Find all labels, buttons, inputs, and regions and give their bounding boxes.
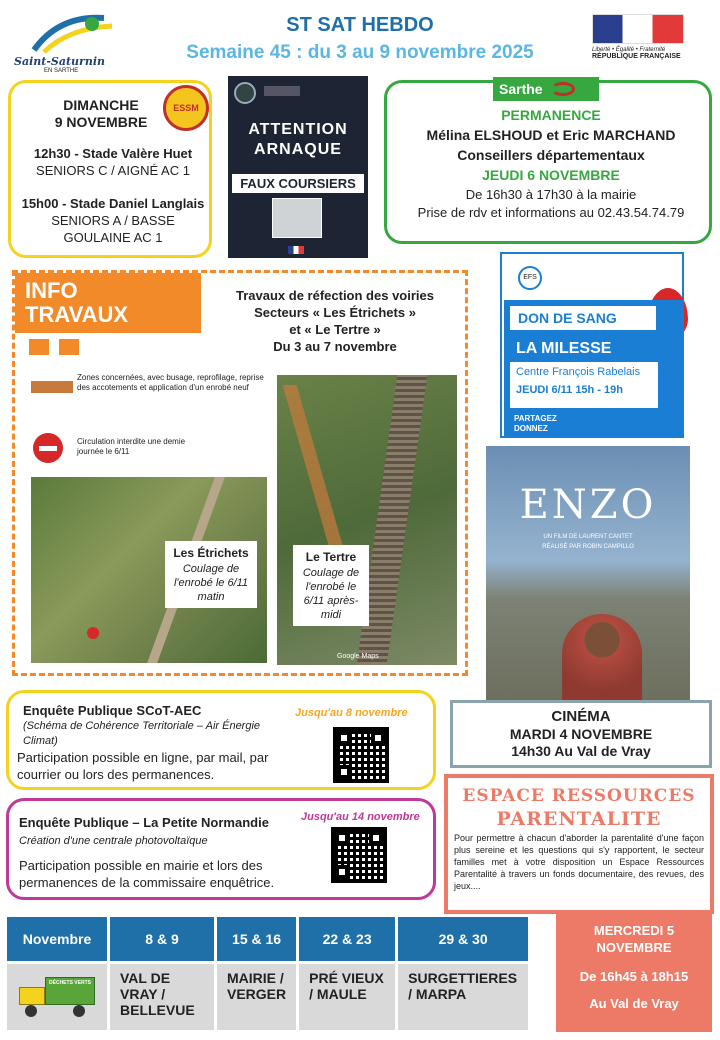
permanence-title: PERMANENCE: [501, 107, 601, 123]
sarthe-logo: Sarthe: [493, 77, 599, 101]
calendar-cell: PRÉ VIEUX / MAULE: [299, 964, 395, 1030]
normandie-deadline: Jusqu'au 14 novembre: [301, 811, 420, 823]
don-de-sang-poster: [500, 252, 684, 438]
normandie-body: Participation possible en mairie et lors des permanences de la commissaire enquêtrice.: [19, 858, 275, 890]
cinema-date: MARDI 4 NOVEMBRE: [509, 726, 653, 742]
calendar-header: Novembre: [7, 917, 107, 961]
map-tertre: [277, 375, 457, 665]
travaux-box: [12, 270, 468, 676]
scot-qr-code: [333, 727, 389, 783]
normandie-box: [6, 798, 436, 900]
don-when: JEUDI 6/11 15h - 19h: [516, 384, 623, 396]
flag-icon: [288, 246, 304, 254]
truck-cell: [7, 964, 107, 1030]
essm-badge: [163, 85, 209, 131]
cinema-box: [450, 700, 712, 768]
parentalite-box: [444, 774, 714, 914]
calendar-table: [4, 914, 531, 1033]
green-waste-calendar: [4, 914, 548, 1033]
no-entry-icon: [33, 433, 63, 463]
match-2: 15h00 - Stade Daniel Langlais SENIORS A / BASSE GOULAINE AC 1: [21, 196, 205, 245]
enzo-credit2: RÉALISÉ PAR ROBIN CAMPILLO: [542, 544, 634, 550]
scot-detail: (Schéma de Cohérence Territoriale – Air Énergie Climat): [23, 720, 261, 747]
cinema-title: CINÉMA: [551, 708, 611, 725]
don-logo: PARTAGEZ DONNEZ: [514, 414, 557, 433]
permanence-role: Conseillers départementaux: [457, 147, 645, 163]
traffic-cones-icon: [29, 339, 79, 355]
parentalite-place: Au Val de Vray: [589, 996, 679, 1011]
logo-swoosh-icon: [14, 10, 124, 56]
scot-deadline: Jusqu'au 8 novembre: [295, 707, 408, 719]
enzo-poster: [486, 446, 690, 700]
normandie-subtitle: Création d'une centrale photovoltaïque: [19, 835, 208, 847]
parentalite-title2: PARENTALITE: [496, 808, 662, 830]
calendar-header: 8 & 9: [110, 917, 214, 961]
map-etrichets: [31, 477, 267, 663]
calendar-header: 29 & 30: [398, 917, 528, 961]
enzo-credit1: UN FILM DE LAURENT CANTET: [543, 534, 633, 540]
logo-subtext: EN SARTHE: [44, 68, 79, 74]
essm-badge-text: ESSM: [173, 103, 199, 113]
legend-no-entry-text: Circulation interdite une demie journée le 6/11: [77, 437, 186, 456]
calendar-header: 22 & 23: [299, 917, 395, 961]
permanence-box: [384, 80, 712, 244]
republique-name: RÉPUBLIQUE FRANÇAISE: [592, 53, 681, 60]
page-subtitle: Semaine 45 : du 3 au 9 novembre 2025: [186, 42, 534, 63]
calendar-cell: SURGETTIERES / MARPA: [398, 964, 528, 1030]
permanence-names: Mélina ELSHOUD et Eric MARCHAND: [426, 127, 676, 143]
courier-photo-icon: [272, 198, 322, 238]
calendar-header: 15 & 16: [217, 917, 296, 961]
arnaque-title: ATTENTION ARNAQUE: [248, 121, 348, 158]
sarthe-swoosh-icon: [551, 82, 575, 96]
scot-title: Enquête Publique SCoT-AEC: [23, 703, 202, 718]
permanence-date: JEUDI 6 NOVEMBRE: [482, 167, 620, 183]
efs-logo: EFS: [518, 266, 542, 290]
normandie-qr-code: [331, 827, 387, 883]
republique-logo: [592, 14, 688, 72]
normandie-title: Enquête Publique – La Petite Normandie: [19, 815, 269, 830]
legend-zone-text: Zones concernées, avec busage, reprofilage, reprise des accotements et application d'un enrobé neuf: [77, 373, 264, 392]
match-day: DIMANCHE 9 NOVEMBRE: [54, 97, 148, 130]
logo-text: Saint-Saturnin: [14, 55, 106, 68]
don-venue-box: [510, 362, 658, 408]
saint-saturnin-logo: [14, 10, 124, 76]
football-box: [8, 80, 212, 258]
green-waste-truck-icon: [17, 975, 97, 1019]
parentalite-date-box: [556, 914, 712, 1032]
permanence-hours: De 16h30 à 17h30 à la mairie: [465, 187, 637, 202]
match-1: 12h30 - Stade Valère Huet SENIORS C / AIGNÉ AC 1: [33, 146, 193, 178]
permanence-contact: Prise de rdv et informations au 02.43.54.74.79: [417, 205, 685, 220]
enzo-title: ENZO: [519, 482, 657, 528]
calendar-cell: VAL DE VRAY / BELLEVUE: [110, 964, 214, 1030]
parentalite-date1: MERCREDI 5: [593, 923, 675, 938]
motto: Liberté • Égalité • Fraternité: [592, 47, 666, 53]
arnaque-subtitle: FAUX COURSIERS: [232, 174, 364, 193]
don-title: DON DE SANG: [518, 310, 617, 326]
scot-body: Participation possible en ligne, par mail, par courrier ou lors des permanences.: [17, 750, 269, 782]
ministry-logo-icon: [264, 86, 300, 96]
calendar-row: [7, 964, 528, 1030]
actor-photo-icon: [562, 614, 642, 700]
info-travaux-banner: INFO TRAVAUX: [15, 273, 201, 333]
calendar-header-row: [7, 917, 528, 961]
zone2-label: Le Tertre Coulage de l'enrobé le 6/11 après-midi: [293, 545, 369, 626]
cinema-time: 14h30 Au Val de Vray: [511, 743, 651, 759]
zone-marker-icon: [87, 627, 99, 639]
don-venue: Centre François Rabelais: [516, 366, 641, 378]
parentalite-title1: ESPACE RESSOURCES: [462, 786, 696, 806]
parentalite-body: Pour permettre à chacun d'aborder la parentalité d'une façon plus sereine et les questions qui s'y rapportent, le secteur familles met à votre disposition un Espace Ressources Parentalité à travers un fonds documentaire, des revues, des jeux....: [454, 833, 704, 891]
scot-box: [6, 690, 436, 790]
zone1-label: Les Étrichets Coulage de l'enrobé le 6/11 matin: [165, 541, 257, 608]
police-logo-icon: [234, 82, 256, 104]
map-credit: Google Maps: [337, 653, 379, 660]
marianne-icon: [592, 14, 684, 44]
arnaque-poster: [228, 76, 368, 258]
travaux-title: Travaux de réfection des voiries Secteurs « Les Étrichets » et « Le Tertre » Du 3 au 7 novembre: [236, 288, 434, 354]
parentalite-date2: NOVEMBRE: [596, 940, 672, 955]
truck-label: DÉCHETS VERTS: [49, 980, 91, 986]
don-place: LA MILESSE: [516, 340, 612, 357]
page-title: ST SAT HEBDO: [286, 14, 434, 36]
parentalite-hours: De 16h45 à 18h15: [579, 969, 689, 984]
calendar-cell: MAIRIE / VERGER: [217, 964, 296, 1030]
don-title-box: [510, 306, 656, 330]
legend-zone-swatch: [31, 381, 73, 393]
